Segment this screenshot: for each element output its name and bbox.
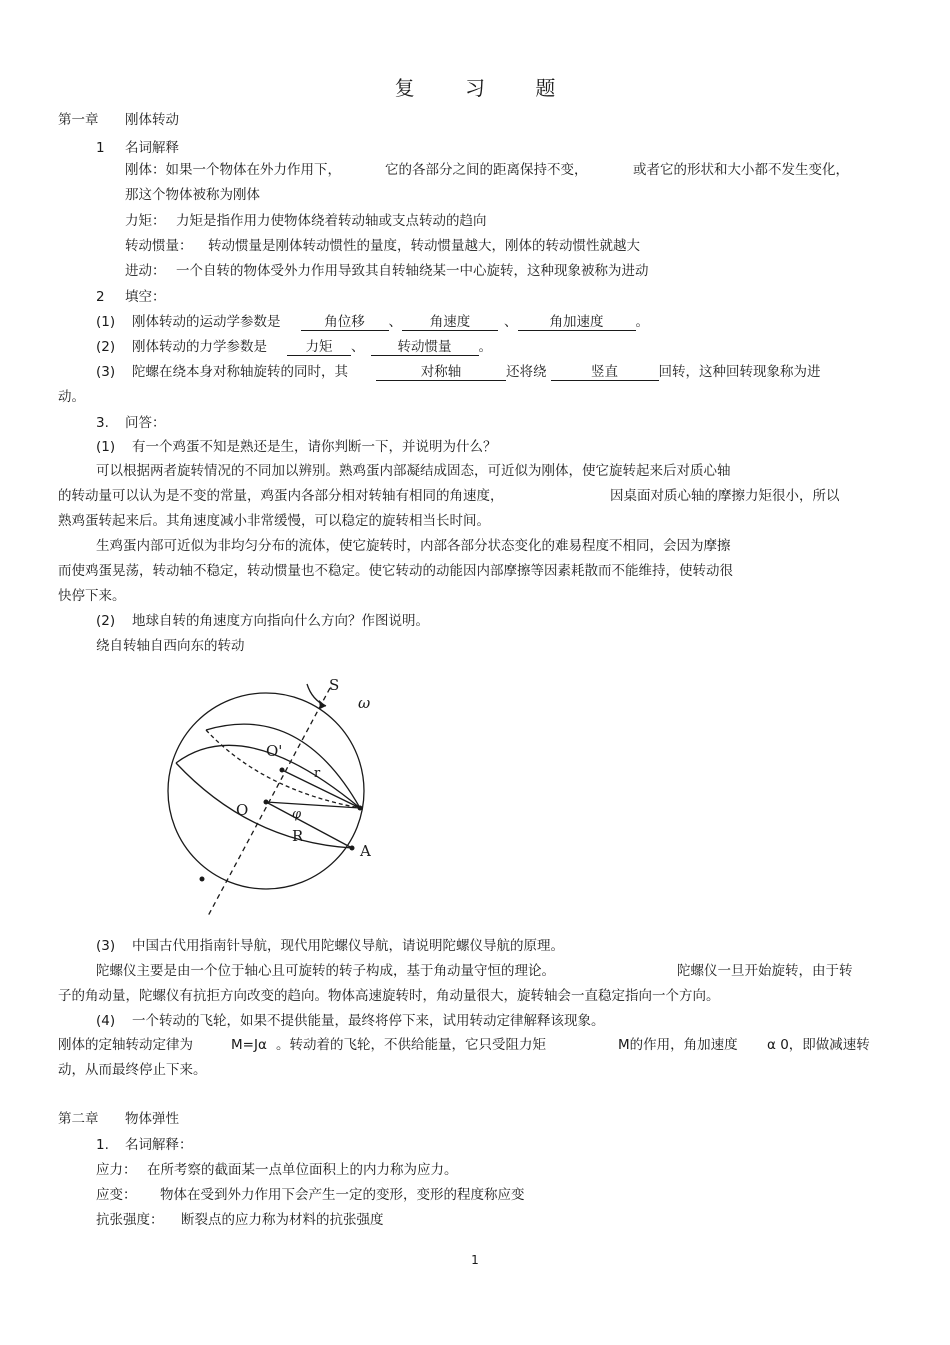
section-label: 名词解释：: [125, 1137, 193, 1153]
latitude-circle: [206, 730, 360, 808]
label-O1: O': [266, 742, 283, 760]
chapter-1-title: 刚体转动: [125, 112, 179, 128]
chapter-2-number: 第二章: [58, 1111, 99, 1127]
fill-blank-question: [132, 338, 492, 356]
definition-term: 进动：: [125, 263, 166, 279]
answer-paragraph: M的作用，角加速度: [618, 1037, 738, 1053]
definition-tensile-strength: 断裂点的应力称为材料的抗张强度: [181, 1212, 384, 1228]
answer-paragraph: 生鸡蛋内部可近似为非均匀分布的流体，使它旋转时，内部各部分状态变化的难易程度不相同，会因为摩擦: [96, 538, 731, 554]
question-text: 地球自转的角速度方向指向什么方向？作图说明。: [132, 613, 429, 629]
definition-rigid-body: 刚体：如果一个物体在外力作用下，: [125, 162, 341, 178]
answer-paragraph: α 0，即做减速转: [767, 1037, 870, 1053]
punctuation: 。: [635, 314, 649, 330]
answer-blank: 转动惯量: [371, 339, 479, 356]
question-number: (1): [96, 314, 116, 330]
point-A: [350, 846, 355, 851]
definition-moment-of-inertia: 转动惯量是刚体转动惯性的量度，转动惯量越大，刚体的转动惯性就越大: [208, 238, 640, 254]
answer-paragraph: 因桌面对质心轴的摩擦力矩很小，所以: [610, 488, 840, 504]
question-text: 刚体转动的运动学参数是: [132, 314, 281, 330]
formula: M=Jα: [231, 1037, 267, 1053]
question-text: 一个转动的飞轮，如果不提供能量，最终将停下来，试用转动定律解释该现象。: [132, 1013, 605, 1029]
answer-paragraph: 子的角动量，陀螺仪有抗拒方向改变的趋向。物体高速旋转时，角动量很大，旋转轴会一直稳定指向一个方向。: [58, 988, 720, 1004]
answer-paragraph: 的转动量可以认为是不变的常量，鸡蛋内各部分相对转轴有相同的角速度，: [58, 488, 504, 504]
label-r: r: [314, 766, 321, 781]
label-R: R: [292, 827, 304, 845]
omega-arrow: [307, 684, 326, 706]
answer-paragraph: 可以根据两者旋转情况的不同加以辨别。熟鸡蛋内部凝结成固态，可近似为刚体，使它旋转起来后对质心轴: [96, 463, 731, 479]
separator: 、: [351, 339, 365, 355]
label-O: O: [236, 801, 249, 819]
question-number: (3): [96, 938, 116, 954]
rotation-axis: [208, 688, 330, 916]
page-title: 复 习 题: [394, 76, 578, 100]
label-A: A: [360, 842, 371, 860]
definition-strain: 物体在受到外力作用下会产生一定的变形，变形的程度称应变: [160, 1187, 525, 1203]
definition-term: 应变：: [96, 1187, 137, 1203]
answer-blank: 角位移: [301, 314, 389, 331]
answer-paragraph: 陀螺仪主要是由一个位于轴心且可旋转的转子构成，基于角动量守恒的理论。: [96, 963, 555, 979]
question-text-cont: 动。: [58, 389, 85, 405]
answer-blank: 竖直: [551, 364, 659, 381]
answer-paragraph: 陀螺仪一旦开始旋转，由于转: [677, 963, 853, 979]
definition-term: 应力：: [96, 1162, 137, 1178]
section-label: 填空：: [125, 289, 166, 305]
equator-circle: [176, 763, 352, 848]
fill-blank-question: [132, 363, 821, 381]
question-text: 中国古代用指南针导航，现代用陀螺仪导航，请说明陀螺仪导航的原理。: [132, 938, 564, 954]
section-label: 名词解释: [125, 140, 179, 156]
question-number: (2): [96, 613, 116, 629]
question-text-mid: 还将绕: [506, 364, 547, 380]
point-O: [264, 800, 269, 805]
radius-r: [282, 770, 360, 808]
definition-term: 力矩：: [125, 213, 166, 229]
section-number: 2: [96, 289, 105, 305]
definition-torque: 力矩是指作用力使物体绕着转动轴或支点转动的趋向: [176, 213, 487, 229]
equator-circle: [176, 745, 360, 808]
definition-rigid-body-cont: 它的各部分之间的距离保持不变，: [385, 162, 588, 178]
definition-term: 抗张强度：: [96, 1212, 164, 1228]
question-number: (1): [96, 439, 116, 455]
question-text: 陀螺在绕本身对称轴旋转的同时，其: [132, 364, 348, 380]
question-text: 有一个鸡蛋不知是熟还是生，请你判断一下，并说明为什么？: [132, 439, 497, 455]
answer-blank: 对称轴: [376, 364, 506, 381]
point-bottom: [200, 877, 205, 882]
definition-term: 转动惯量：: [125, 238, 193, 254]
omega-arrowhead: [319, 700, 326, 709]
answer-paragraph: 而使鸡蛋晃荡，转动轴不稳定，转动惯量也不稳定。使它转动的动能因内部摩擦等因素耗散而不能维持，使转动很: [58, 563, 733, 579]
definition-stress: 在所考察的截面某一点单位面积上的内力称为应力。: [147, 1162, 458, 1178]
radius-R: [266, 802, 352, 848]
label-phi: φ: [292, 807, 302, 822]
definition-rigid-body-cont: 那这个物体被称为刚体: [125, 187, 260, 203]
section-number: 3.: [96, 415, 109, 431]
answer-paragraph: 快停下来。: [58, 588, 126, 604]
answer-paragraph: 绕自转轴自西向东的转动: [96, 638, 245, 654]
question-text: 刚体转动的力学参数是: [132, 339, 267, 355]
label-omega: ω: [358, 694, 371, 712]
punctuation: 。: [478, 339, 492, 355]
question-number: (2): [96, 339, 116, 355]
radius-line: [266, 802, 360, 808]
page-number: 1: [471, 1253, 479, 1267]
chapter-1-number: 第一章: [58, 112, 99, 128]
question-number: (4): [96, 1013, 116, 1029]
section-label: 问答：: [125, 415, 166, 431]
separator: 、: [388, 314, 402, 330]
sphere-outline: [168, 693, 364, 889]
answer-blank: 角速度: [402, 314, 498, 331]
chapter-2-title: 物体弹性: [125, 1111, 179, 1127]
answer-paragraph: 。转动着的飞轮，不供给能量，它只受阻力矩: [276, 1037, 546, 1053]
point-edge: [358, 806, 363, 811]
answer-paragraph: 熟鸡蛋转起来后。其角速度减小非常缓慢，可以稳定的旋转相当长时间。: [58, 513, 490, 529]
fill-blank-question: [132, 313, 649, 331]
section-number: 1.: [96, 1137, 109, 1153]
section-number: 1: [96, 140, 105, 156]
answer-blank: 角加速度: [518, 314, 636, 331]
label-S: S: [329, 676, 340, 694]
separator: 、: [504, 314, 518, 330]
point-O1: [280, 768, 285, 773]
answer-paragraph: 动，从而最终停止下来。: [58, 1062, 207, 1078]
question-text-end: 回转，这种回转现象称为进: [658, 364, 821, 380]
latitude-circle: [206, 724, 360, 808]
definition-rigid-body-cont: 或者它的形状和大小都不发生变化，: [633, 162, 849, 178]
definition-precession: 一个自转的物体受外力作用导致其自转轴绕某一中心旋转，这种现象被称为进动: [176, 263, 649, 279]
answer-blank: 力矩: [287, 339, 351, 356]
question-number: (3): [96, 364, 116, 380]
answer-paragraph: 刚体的定轴转动定律为: [58, 1037, 193, 1053]
